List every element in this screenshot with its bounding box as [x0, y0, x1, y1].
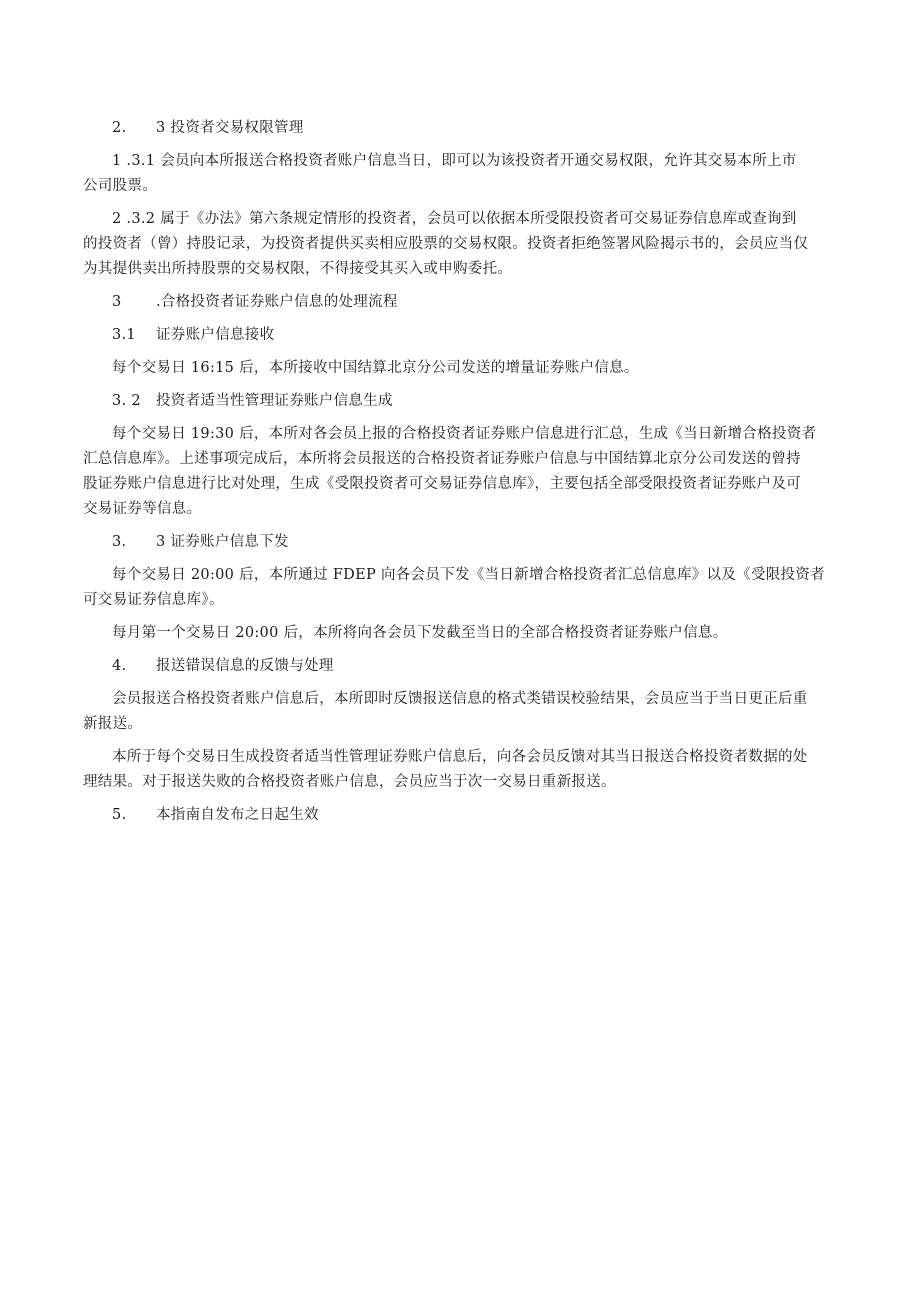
section-number: 4. [112, 658, 127, 674]
section-title: 投资者适当性管理证券账户信息生成 [156, 393, 393, 409]
section-title: 报送错误信息的反馈与处理 [156, 658, 334, 674]
paragraph-3-3-a [83, 563, 842, 613]
paragraph-line: 新报送。 [83, 716, 143, 732]
paragraph-3-1: 每个交易日 16:15 后，本所接收中国结算北京分公司发送的增量证券账户信息。 [112, 360, 639, 376]
paragraph-4-a [83, 687, 842, 737]
paragraph-line: 的投资者（曾）持股记录，为投资者提供买卖相应股票的交易权限。投资者拒绝签署风险揭示书的，会员应当仅 [83, 236, 809, 252]
section-3-3-heading [112, 530, 842, 555]
paragraph-line: 汇总信息库》。上述事项完成后，本所将会员报送的合格投资者证券账户信息与中国结算北京分公司发送的曾持 [83, 451, 801, 467]
paragraph-line: 每个交易日 19:30 后，本所对各会员上报的合格投资者证券账户信息进行汇总，生成《当日新增合格投资者 [112, 426, 817, 442]
section-title: 本指南自发布之日起生效 [156, 807, 319, 823]
section-number: 3. 2 [112, 393, 141, 409]
paragraph-3-2 [83, 422, 842, 522]
section-number: 5. [112, 807, 127, 823]
section-number: 3. [112, 534, 127, 550]
paragraph-line: 可交易证券信息库》。 [83, 592, 224, 608]
paragraph-line: 股证券账户信息进行比对处理，生成《受限投资者可交易证券信息库》，主要包括全部受限投资者证券账户及可 [83, 476, 801, 492]
paragraph-4-b [83, 745, 842, 795]
paragraph-line: 本所于每个交易日生成投资者适当性管理证券账户信息后，向各会员反馈对其当日报送合格投资者数据的处 [112, 749, 808, 765]
section-title: 3 投资者交易权限管理 [156, 120, 304, 136]
section-title: 3 证券账户信息下发 [156, 534, 289, 550]
section-title: 证券账户信息接收 [156, 327, 275, 343]
paragraph-3-3-b: 每月第一个交易日 20:00 后，本所将向各会员下发截至当日的全部合格投资者证券账户信息。 [112, 625, 728, 641]
paragraph-2-3-2 [83, 207, 842, 282]
paragraph-line: 会员报送合格投资者账户信息后，本所即时反馈报送信息的格式类错误校验结果，会员应当于当日更正后重 [112, 691, 808, 707]
paragraph-line: 为其提供卖出所持股票的交易权限，不得接受其买入或申购委托。 [83, 261, 513, 277]
section-5-heading [112, 803, 842, 828]
section-2-3-heading [112, 116, 842, 141]
paragraph-line: 公司股票。 [83, 178, 157, 194]
section-number: 3 [112, 294, 122, 310]
section-4-heading [112, 654, 842, 679]
section-3-1-heading [112, 323, 842, 348]
section-3-2-heading [112, 389, 842, 414]
section-3-heading [112, 290, 842, 315]
section-title: .合格投资者证券账户信息的处理流程 [156, 294, 398, 310]
paragraph-line: 理结果。对于报送失败的合格投资者账户信息，会员应当于次一交易日重新报送。 [83, 774, 616, 790]
paragraph-line: 1 .3.1 会员向本所报送合格投资者账户信息当日，即可以为该投资者开通交易权限，允许其交易本所上市 [112, 153, 797, 169]
paragraph-line: 2 .3.2 属于《办法》第六条规定情形的投资者，会员可以依据本所受限投资者可交易证券信息库或查询到 [112, 211, 797, 227]
document-page [83, 116, 842, 836]
section-number: 3.1 [112, 327, 136, 343]
paragraph-2-3-1 [83, 149, 842, 199]
section-number: 2. [112, 120, 127, 136]
paragraph-line: 每个交易日 20:00 后，本所通过 FDEP 向各会员下发《当日新增合格投资者汇总信息库》以及《受限投资者 [112, 567, 825, 583]
paragraph-line: 交易证券等信息。 [83, 501, 202, 517]
